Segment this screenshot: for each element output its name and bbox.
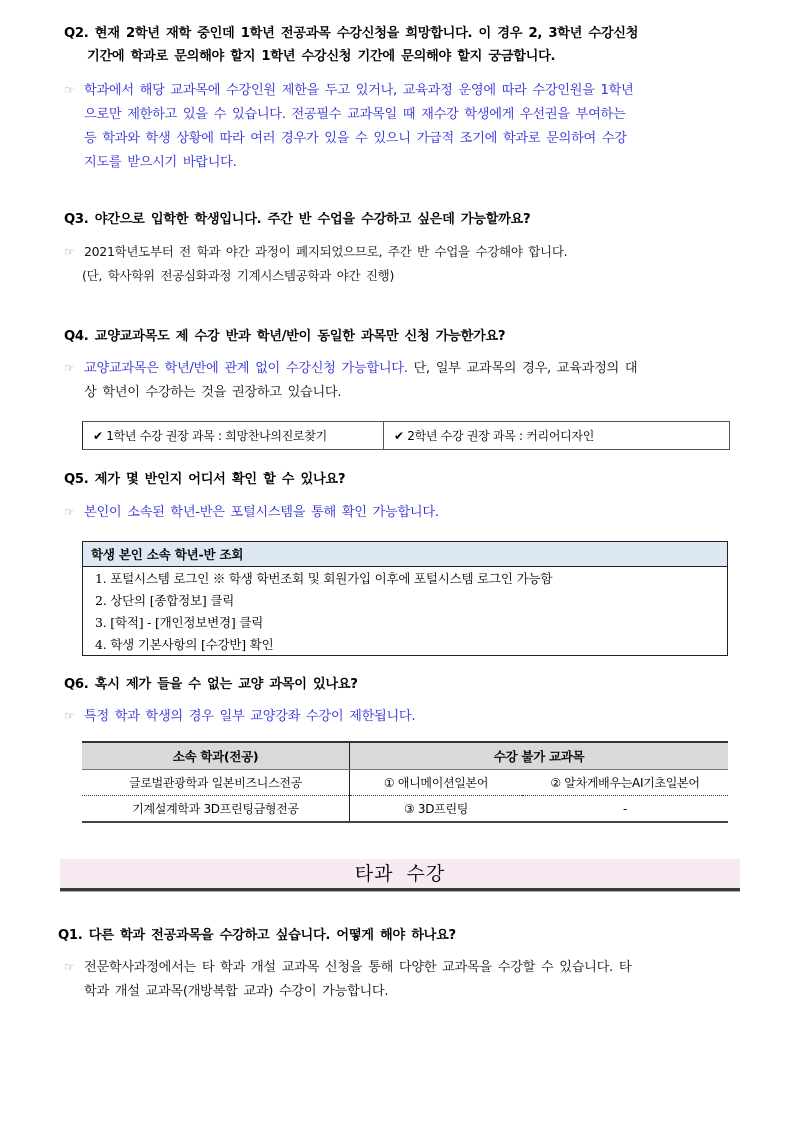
course-cell: -	[522, 796, 728, 823]
answer-q4-text: 상 학년이 수강하는 것을 권장하고 있습니다.	[84, 385, 342, 400]
table-row	[82, 770, 728, 796]
answer-q5	[64, 500, 754, 525]
pointing-hand-icon: ☞	[64, 709, 75, 723]
question-q2	[64, 22, 754, 68]
checkmark-icon: ✔	[394, 429, 404, 443]
recommended-courses-table	[82, 421, 730, 450]
lookup-step: 1. 포털시스템 로그인 ※ 학생 학번조회 및 회원가입 이후에 포털시스템 로그인 가능함	[95, 571, 553, 586]
lookup-step: 4. 학생 기본사항의 [수강반] 확인	[95, 637, 274, 652]
question-q4: Q4. 교양교과목도 제 수강 반과 학년/반이 동일한 과목만 신청 가능한가요?	[64, 329, 506, 344]
answer-q4-text: 단, 일부 교과목의 경우, 교육과정의 대	[407, 361, 638, 376]
dept-cell: 기계설계학과 3D프린팅금형전공	[82, 796, 350, 823]
lookup-table-title: 학생 본인 소속 학년-반 조회	[83, 542, 728, 567]
answer-q3	[64, 240, 754, 288]
question-q6: Q6. 혹시 제가 들을 수 없는 교양 과목이 있나요?	[64, 677, 358, 692]
question-other-dept-q1: Q1. 다른 학과 전공과목을 수강하고 싶습니다. 어떻게 해야 하나요?	[58, 928, 456, 943]
question-q2-line1: Q2. 현재 2학년 재학 중인데 1학년 전공과목 수강신청을 희망합니다. 이 경우 2, 3학년 수강신청	[64, 26, 639, 41]
checkmark-icon: ✔	[93, 429, 103, 443]
question-q3: Q3. 야간으로 입학한 학생입니다. 주간 반 수업을 수강하고 싶은데 가능할까요?	[64, 212, 531, 227]
lookup-step: 3. [학적] - [개인정보변경] 클릭	[95, 615, 264, 630]
course-cell: ② 알차게배우는AI기초일본어	[522, 770, 728, 796]
header-department: 소속 학과(전공)	[82, 742, 350, 770]
answer-line: 전문학사과정에서는 타 학과 개설 교과목 신청을 통해 다양한 교과목을 수강할 수 있습니다. 타	[84, 960, 632, 975]
answer-q4-highlight: 교양교과목은 학년/반에 관계 없이 수강신청 가능합니다.	[84, 361, 408, 376]
class-lookup-table	[82, 541, 728, 656]
section-title: 타과 수강	[60, 859, 740, 891]
question-q5: Q5. 제가 몇 반인지 어디서 확인 할 수 있나요?	[64, 472, 346, 487]
pointing-hand-icon: ☞	[64, 505, 75, 519]
answer-q6	[64, 704, 754, 729]
dept-cell: 글로벌관광학과 일본비즈니스전공	[82, 770, 350, 796]
course-cell: ③ 3D프린팅	[350, 796, 523, 823]
answer-q4	[64, 356, 754, 405]
pointing-hand-icon: ☞	[64, 245, 75, 259]
answer-q2	[64, 78, 754, 175]
pointing-hand-icon: ☞	[64, 361, 75, 375]
question-q2-line2: 기간에 학과로 문의해야 할지 1학년 수강신청 기간에 문의해야 할지 궁금합니다.	[87, 49, 556, 64]
header-restricted-courses: 수강 불가 교과목	[350, 742, 729, 770]
lookup-step: 2. 상단의 [종합정보] 클릭	[95, 593, 235, 608]
recommend-cell-year2	[384, 422, 730, 450]
recommend-cell-year1	[83, 422, 384, 450]
pointing-hand-icon: ☞	[64, 960, 75, 974]
answer-q2-line: 등 학과와 학생 상황에 따라 여러 경우가 있을 수 있으니 가급적 조기에 학과로 문의하여 수강	[84, 131, 627, 146]
answer-line: 학과 개설 교과목(개방복합 교과) 수강이 가능합니다.	[84, 984, 389, 999]
answer-q3-note: (단, 학사학위 전공심화과정 기계시스템공학과 야간 진행)	[82, 268, 395, 283]
answer-q2-line: 지도를 받으시기 바랍니다.	[84, 155, 237, 170]
answer-q6-text: 특정 학과 학생의 경우 일부 교양강좌 수강이 제한됩니다.	[84, 709, 416, 724]
pointing-hand-icon: ☞	[64, 83, 75, 97]
restricted-courses-table	[82, 741, 728, 823]
table-row	[82, 796, 728, 823]
answer-q5-text: 본인이 소속된 학년-반은 포털시스템을 통해 확인 가능합니다.	[84, 505, 439, 520]
answer-q2-line: 학과에서 해당 교과목에 수강인원 제한을 두고 있거나, 교육과정 운영에 따라 수강인원을 1학년	[84, 83, 634, 98]
recommend-text: 1학년 수강 권장 과목 : 희망찬나의진로찾기	[106, 429, 327, 443]
course-cell: ① 애니메이션일본어	[350, 770, 523, 796]
answer-other-dept-q1	[64, 955, 754, 1004]
answer-q2-line: 으로만 제한하고 있을 수 있습니다. 전공필수 교과목일 때 재수강 학생에게 우선권을 부여하는	[84, 107, 626, 122]
recommend-text: 2학년 수강 권장 과목 : 커리어디자인	[407, 429, 595, 443]
answer-q3-line: 2021학년도부터 전 학과 야간 과정이 폐지되었으므로, 주간 반 수업을 수강해야 합니다.	[84, 244, 568, 259]
